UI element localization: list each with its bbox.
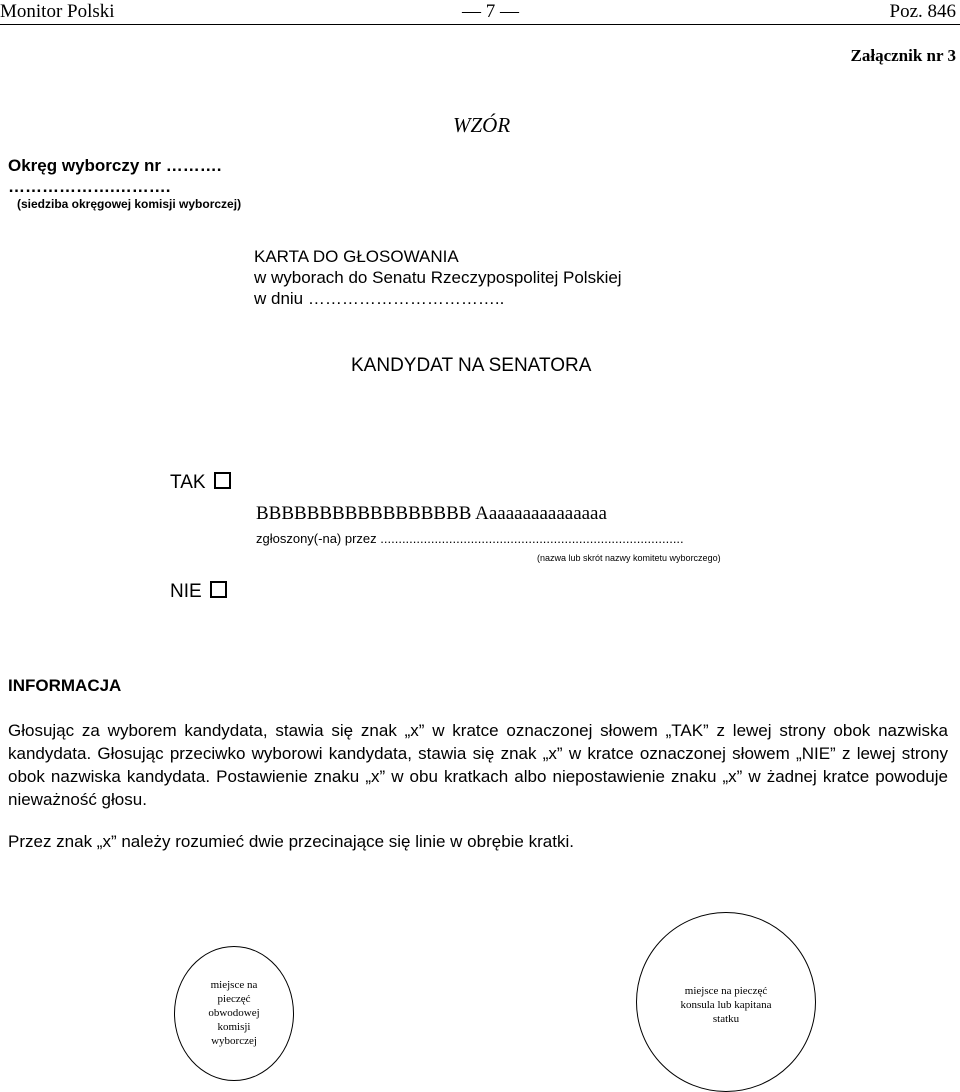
option-yes[interactable] — [170, 472, 231, 494]
info-paragraph-1: Głosując za wyborem kandydata, stawia się znak „x” w kratce oznaczonej słowem „TAK” z lewej strony obok nazwiska kandydata. Głosując przeciwko wyborowi kandydata, stawia się znak „x” w kratce oznaczonej słowem „NIE” z lewej strony obok nazwiska kandydata. Postawienie znaku „x” w obu kratkach albo niepostawienie znaku „x” w żadnej kratce powoduje nieważność głosu. — [8, 721, 948, 809]
section-title: KANDYDAT NA SENATORA — [351, 355, 592, 376]
journal-title: Monitor Polski — [0, 1, 115, 22]
option-yes-label: TAK — [170, 472, 206, 493]
ballot-date-line: w dniu …………………………….. — [254, 289, 505, 308]
candidate-submitted-by: zgłoszony(-na) przez .................................................................................... — [256, 531, 684, 546]
committee-caption: (nazwa lub skrót nazwy komitetu wyborczego) — [537, 553, 721, 563]
annex-label: Załącznik nr 3 — [850, 46, 956, 65]
district-stamp-label: miejsce na pieczęć obwodowej komisji wyborczej — [208, 979, 260, 1047]
template-label: WZÓR — [453, 113, 511, 137]
checkbox-no-icon[interactable] — [210, 581, 227, 598]
info-heading: INFORMACJA — [8, 676, 122, 695]
checkbox-yes-icon[interactable] — [214, 472, 231, 489]
district-dots: ……………….………. — [8, 177, 171, 196]
ballot-title: KARTA DO GŁOSOWANIA — [254, 247, 459, 266]
header-rule — [0, 24, 960, 25]
option-no-label: NIE — [170, 581, 202, 602]
info-paragraph-2: Przez znak „x” należy rozumieć dwie przecinające się linie w obrębie kratki. — [8, 832, 574, 851]
district-caption: (siedziba okręgowej komisji wyborczej) — [17, 197, 242, 211]
position-number: Poz. 846 — [889, 1, 956, 22]
option-no[interactable] — [170, 581, 227, 603]
district-label: Okręg wyborczy nr ………. — [8, 156, 222, 175]
page-number: — 7 — — [462, 1, 519, 22]
ballot-subtitle: w wyborach do Senatu Rzeczypospolitej Polskiej — [254, 268, 622, 287]
consul-stamp-label: miejsce na pieczęć konsula lub kapitana statku — [680, 985, 772, 1025]
candidate-name: BBBBBBBBBBBBBBBBB Aaaaaaaaaaaaaaa — [256, 503, 607, 524]
